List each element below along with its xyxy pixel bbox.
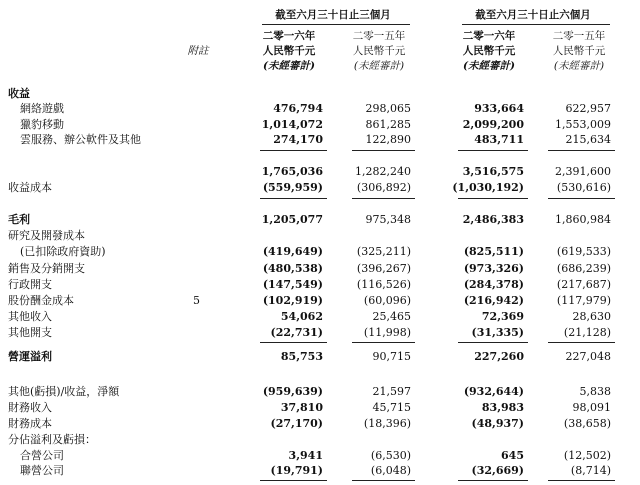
row-value-col3: (932,644) (463, 385, 524, 398)
row-value-col1: 476,794 (273, 102, 323, 115)
row-label: 研究及開發成本 (8, 229, 85, 242)
underline-rule (548, 480, 615, 481)
row-label: 其他收入 (8, 310, 52, 323)
row-value-col4: (530,616) (556, 181, 611, 194)
row-value-col1: 1,014,072 (261, 118, 323, 131)
row-value-col3: (825,511) (463, 245, 524, 258)
row-value-col2: (6,530) (370, 449, 411, 462)
underline-rule (260, 198, 327, 199)
row-value-col4: (21,128) (563, 326, 611, 339)
row-value-col4: (117,979) (556, 294, 611, 307)
underline-rule (352, 198, 415, 199)
row-value-col2: 861,285 (365, 118, 411, 131)
underline-rule (260, 342, 327, 343)
row-value-col3: (48,937) (471, 417, 524, 430)
row-label: 聯營公司 (20, 464, 64, 477)
header-unaudited-2: (未經審計) (353, 60, 405, 72)
row-label: 財務成本 (8, 417, 52, 430)
header-year-3m-2016: 二零一六年 (262, 30, 316, 42)
underline-rule (352, 480, 415, 481)
underline-rule (352, 342, 415, 343)
row-label: (已扣除政府資助) (20, 245, 106, 258)
header-currency-4: 人民幣千元 (552, 45, 606, 57)
row-value-col2: (18,396) (363, 417, 411, 430)
row-value-col4: 227,048 (565, 350, 611, 363)
row-label: 銷售及分銷開支 (8, 262, 85, 275)
underline-rule (548, 198, 615, 199)
header-year-6m-2016: 二零一六年 (462, 30, 516, 42)
row-label: 分佔溢利及虧損： (8, 433, 96, 446)
row-value-col3: 3,516,575 (462, 165, 524, 178)
row-value-col2: (11,998) (363, 326, 411, 339)
header-rule-6m (462, 24, 610, 25)
row-value-col3: (1,030,192) (452, 181, 524, 194)
row-value-col3: 2,099,200 (462, 118, 524, 131)
underline-rule (352, 150, 415, 151)
row-value-col1: (102,919) (262, 294, 323, 307)
header-currency-2: 人民幣千元 (352, 45, 406, 57)
underline-rule (458, 198, 528, 199)
row-value-col4: (38,658) (563, 417, 611, 430)
row-label: 其他開支 (8, 326, 52, 339)
row-value-col4: 2,391,600 (555, 165, 611, 178)
row-value-col4: 1,553,009 (555, 118, 611, 131)
row-label: 收益 (8, 87, 30, 100)
row-value-col4: 622,957 (565, 102, 611, 115)
row-value-col4: 98,091 (572, 401, 611, 414)
row-value-col4: (619,533) (556, 245, 611, 258)
row-value-col4: (8,714) (570, 464, 611, 477)
row-value-col1: (19,791) (270, 464, 323, 477)
row-value-col4: 1,860,984 (555, 213, 611, 226)
row-label: 股份酬金成本 (8, 294, 74, 307)
row-value-col4: (12,502) (563, 449, 611, 462)
header-year-3m-2015: 二零一五年 (352, 30, 406, 42)
row-value-col3: 227,260 (474, 350, 524, 363)
row-value-col3: (32,669) (471, 464, 524, 477)
row-label: 行政開支 (8, 278, 52, 291)
row-value-col2: (6,048) (370, 464, 411, 477)
header-unaudited-3: (未經審計) (463, 60, 515, 72)
row-value-col1: (480,538) (262, 262, 323, 275)
underline-rule (458, 342, 528, 343)
row-value-col2: 21,597 (372, 385, 411, 398)
row-value-col2: 298,065 (365, 102, 411, 115)
row-value-col3: (973,326) (463, 262, 524, 275)
header-year-6m-2015: 二零一五年 (552, 30, 606, 42)
row-value-col2: 90,715 (372, 350, 411, 363)
row-label: 獵豹移動 (20, 118, 64, 131)
row-label: 營運溢利 (8, 350, 52, 363)
row-label: 網絡遊戲 (20, 102, 64, 115)
row-value-col1: (27,170) (270, 417, 323, 430)
header-currency-3: 人民幣千元 (462, 45, 516, 57)
header-period-3m: 截至六月三十日止三個月 (275, 9, 391, 21)
row-label: 毛利 (8, 213, 30, 226)
row-value-col1: 37,810 (280, 401, 323, 414)
header-unaudited-4: (未經審計) (553, 60, 605, 72)
row-value-col1: 85,753 (280, 350, 323, 363)
row-value-col3: 2,486,383 (462, 213, 524, 226)
row-value-col2: (396,267) (356, 262, 411, 275)
underline-rule (458, 480, 528, 481)
row-value-col2: 122,890 (365, 133, 411, 146)
row-value-col1: 274,170 (273, 133, 323, 146)
underline-rule (260, 150, 327, 151)
row-value-col1: 3,941 (288, 449, 323, 462)
row-value-col1: 54,062 (280, 310, 323, 323)
row-value-col3: 933,664 (474, 102, 524, 115)
row-value-col4: (686,239) (556, 262, 611, 275)
row-value-col1: (22,731) (270, 326, 323, 339)
row-value-col4: (217,687) (556, 278, 611, 291)
row-value-col2: (60,096) (363, 294, 411, 307)
row-label: 其他(虧損)/收益，淨額 (8, 385, 120, 398)
row-label: 合營公司 (20, 449, 64, 462)
underline-rule (458, 150, 528, 151)
underline-rule (260, 480, 327, 481)
header-period-6m: 截至六月三十日止六個月 (475, 9, 591, 21)
row-value-col2: (306,892) (356, 181, 411, 194)
underline-rule (548, 342, 615, 343)
row-value-col3: (31,335) (471, 326, 524, 339)
row-value-col2: (116,526) (356, 278, 411, 291)
row-value-col2: 45,715 (372, 401, 411, 414)
row-value-col1: (559,959) (262, 181, 323, 194)
row-value-col3: 83,983 (481, 401, 524, 414)
header-note: 附註 (187, 45, 209, 57)
row-value-col1: 1,765,036 (261, 165, 323, 178)
row-value-col2: 1,282,240 (355, 165, 411, 178)
row-value-col2: 25,465 (372, 310, 411, 323)
row-value-col2: 975,348 (365, 213, 411, 226)
row-value-col1: (147,549) (262, 278, 323, 291)
row-label: 財務收入 (8, 401, 52, 414)
header-unaudited-1: (未經審計) (263, 60, 315, 72)
header-rule-3m (262, 24, 410, 25)
row-label: 雲服務、辦公軟件及其他 (20, 133, 141, 146)
row-value-col1: (959,639) (262, 385, 323, 398)
row-value-col3: 645 (501, 449, 524, 462)
row-value-col4: 28,630 (572, 310, 611, 323)
row-value-col3: 72,369 (481, 310, 524, 323)
row-value-col2: (325,211) (356, 245, 411, 258)
row-value-col4: 5,838 (579, 385, 611, 398)
row-label: 收益成本 (8, 181, 52, 194)
row-note-ref: 5 (193, 294, 200, 307)
underline-rule (548, 150, 615, 151)
row-value-col4: 215,634 (565, 133, 611, 146)
header-currency-1: 人民幣千元 (262, 45, 316, 57)
row-value-col1: (419,649) (262, 245, 323, 258)
row-value-col3: 483,711 (474, 133, 524, 146)
row-value-col1: 1,205,077 (261, 213, 323, 226)
row-value-col3: (216,942) (463, 294, 524, 307)
row-value-col3: (284,378) (463, 278, 524, 291)
